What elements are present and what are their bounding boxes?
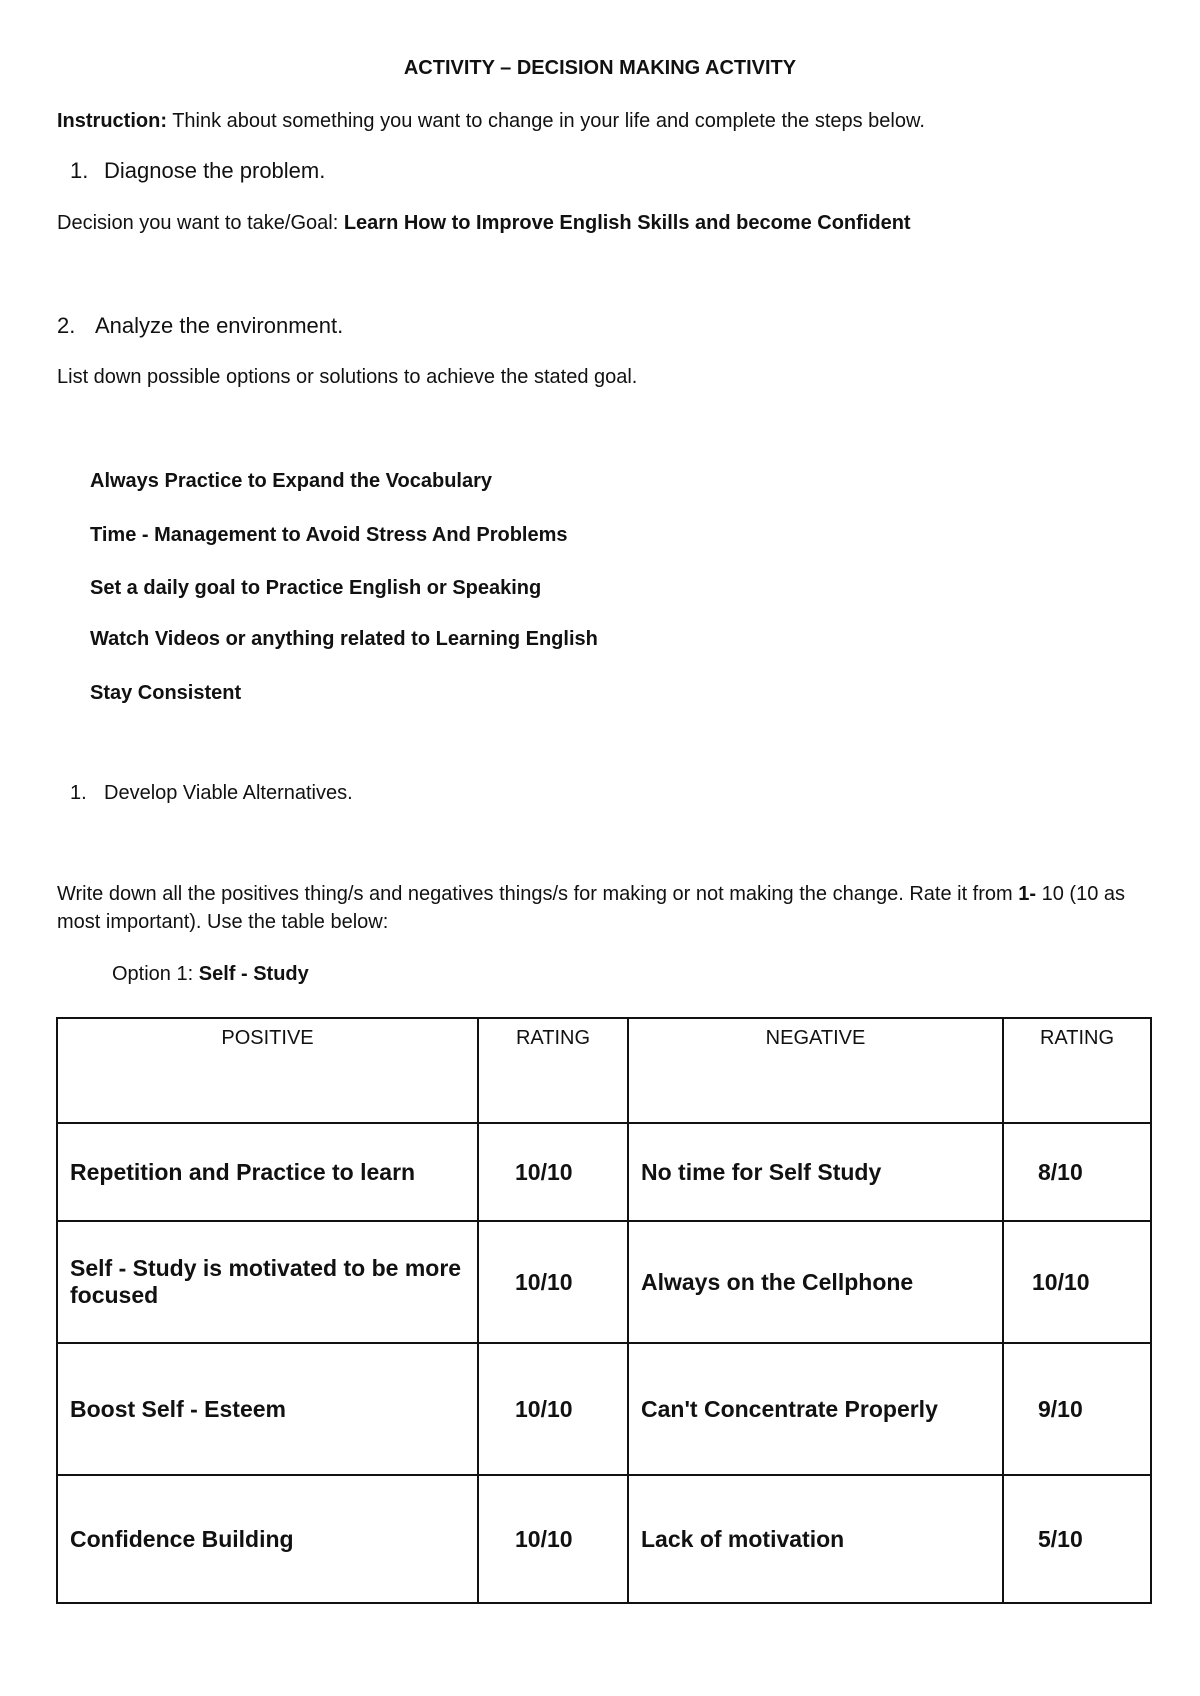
negative-rating-cell: 8/10 <box>1003 1123 1151 1221</box>
list-intro: List down possible options or solutions to achieve the stated goal. <box>57 366 638 388</box>
positive-rating-cell: 10/10 <box>478 1343 628 1475</box>
table-row <box>57 1343 1151 1475</box>
table-row <box>57 1123 1151 1221</box>
option-item: Set a daily goal to Practice English or Speaking <box>90 577 542 599</box>
step-text: Develop Viable Alternatives. <box>104 782 353 804</box>
step-text: Analyze the environment. <box>95 313 344 338</box>
step-number: 2. <box>57 313 76 338</box>
negative-cell: Can't Concentrate Properly <box>628 1343 1003 1475</box>
header-positive: POSITIVE <box>57 1018 478 1123</box>
write-text: Write down all the positives thing/s and negatives things/s for making or not making the change. Rate it from <box>57 883 1019 905</box>
positive-cell: Self - Study is motivated to be more focused <box>57 1221 478 1343</box>
negative-cell: No time for Self Study <box>628 1123 1003 1221</box>
option-label: Option <box>112 963 177 985</box>
goal-line <box>57 212 911 235</box>
option-heading <box>112 963 309 986</box>
instruction-label: Instruction: <box>57 110 167 132</box>
goal-value: Learn How to Improve English Skills and become Confident <box>343 212 911 234</box>
write-down-instruction <box>57 880 1157 936</box>
step-develop <box>70 782 353 805</box>
page-title: ACTIVITY – DECISION MAKING ACTIVITY <box>403 57 797 79</box>
step-number: 1. <box>70 782 87 804</box>
instruction <box>57 110 925 133</box>
option-number: 1: <box>176 963 199 985</box>
negative-cell: Always on the Cellphone <box>628 1221 1003 1343</box>
option-value: Self - Study <box>198 963 309 985</box>
positive-cell: Repetition and Practice to learn <box>57 1123 478 1221</box>
positive-rating-cell: 10/10 <box>478 1475 628 1603</box>
table-row <box>57 1475 1151 1603</box>
instruction-text: Think about something you want to change in your life and complete the steps below. <box>167 110 925 132</box>
header-negative: NEGATIVE <box>628 1018 1003 1123</box>
write-bold: 1- <box>1018 883 1037 905</box>
option-item: Time - Management to Avoid Stress And Problems <box>90 524 568 546</box>
negative-rating-cell: 9/10 <box>1003 1343 1151 1475</box>
pros-cons-table <box>56 1017 1152 1604</box>
step-diagnose <box>70 158 325 184</box>
positive-rating-cell: 10/10 <box>478 1123 628 1221</box>
header-rating: RATING <box>478 1018 628 1123</box>
negative-rating-cell: 10/10 <box>1003 1221 1151 1343</box>
positive-cell: Confidence Building <box>57 1475 478 1603</box>
negative-rating-cell: 5/10 <box>1003 1475 1151 1603</box>
step-text: Diagnose the problem. <box>104 158 326 183</box>
option-item: Watch Videos or anything related to Learning English <box>90 628 598 650</box>
positive-rating-cell: 10/10 <box>478 1221 628 1343</box>
table-row <box>57 1221 1151 1343</box>
table-header-row <box>57 1018 1151 1123</box>
goal-label: Decision you want to take/Goal: <box>57 212 344 234</box>
option-item: Always Practice to Expand the Vocabulary <box>90 470 492 492</box>
header-rating: RATING <box>1003 1018 1151 1123</box>
step-analyze <box>57 313 343 339</box>
write-text-2: 10 (10 as most important). Use the table below: <box>57 883 1125 933</box>
step-number: 1. <box>70 158 89 183</box>
positive-cell: Boost Self - Esteem <box>57 1343 478 1475</box>
option-item: Stay Consistent <box>90 682 242 704</box>
negative-cell: Lack of motivation <box>628 1475 1003 1603</box>
